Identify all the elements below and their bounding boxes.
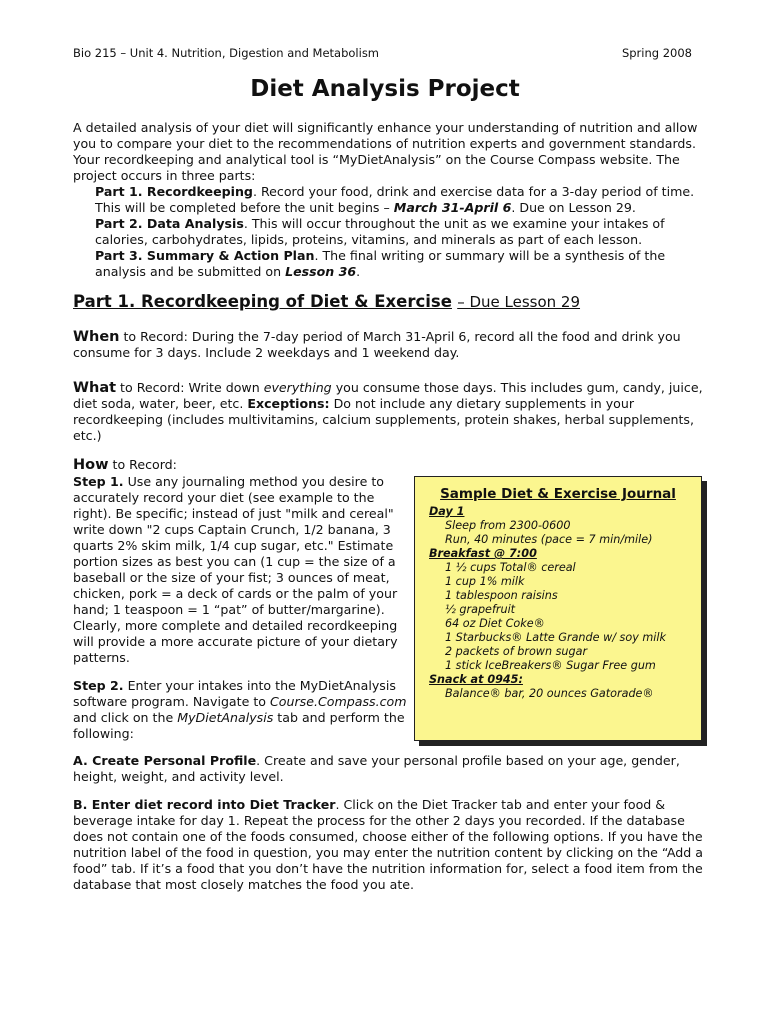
step-2-text-c: tab and perform the following: bbox=[73, 710, 405, 741]
step-2-label: Step 2. bbox=[73, 678, 124, 693]
what-emphasis: everything bbox=[263, 380, 332, 395]
part-2-text: . This will occur throughout the unit as we examine your intakes of calories, carbohydrates, lipids, proteins, vitamins, and minerals as part of each lesson. bbox=[95, 216, 665, 247]
journal-day-item: Sleep from 2300-0600 bbox=[445, 519, 571, 532]
step-a-label: A. Create Personal Profile bbox=[73, 753, 257, 768]
step-2-paragraph bbox=[73, 678, 408, 742]
section-1-heading bbox=[73, 292, 580, 311]
part-3-end: . bbox=[356, 264, 361, 279]
exceptions-label: Exceptions: bbox=[247, 396, 330, 411]
step-1-paragraph bbox=[73, 474, 408, 666]
journal-breakfast-item: 64 oz Diet Coke® bbox=[445, 617, 545, 630]
step-b-paragraph bbox=[73, 797, 713, 893]
part-1-item bbox=[95, 184, 705, 216]
journal-body bbox=[415, 505, 701, 701]
when-text: to Record: During the 7-day period of March 31-April 6, record all the food and drink you consume for 3 days. Include 2 weekdays and 1 weekend day. bbox=[73, 329, 681, 360]
parts-list bbox=[95, 184, 705, 280]
journal-snack-item: Balance® bar, 20 ounces Gatorade® bbox=[445, 687, 654, 700]
part-2-item bbox=[95, 216, 705, 248]
part-2-label: Part 2. Data Analysis bbox=[95, 216, 244, 231]
step-1-text: Use any journaling method you desire to accurately record your diet (see example to the right). Be specific; instead of just "milk and cereal" write down "2 cups Captain Crunch, 1/2 banana, 3 quarts 2% skim milk, 1/4 cup sugar, etc." Estimate portion sizes as best you can (1 cup = the size of a baseball or the size of your fist; 3 ounces of meat, chicken, pork = a deck of cards or the palm of your hand; 1 teaspoon = 1 “pat” of butter/margarine). Clearly, more complete and detailed recordkeeping will provide a more accurate picture of your dietary patterns. bbox=[73, 474, 398, 665]
when-paragraph bbox=[73, 329, 713, 361]
when-label: When bbox=[73, 329, 120, 345]
what-paragraph bbox=[73, 380, 713, 444]
journal-breakfast-item: 1 ½ cups Total® cereal bbox=[445, 561, 576, 574]
journal-snack-heading: Snack at 0945: bbox=[429, 673, 523, 686]
intro-text: A detailed analysis of your diet will significantly enhance your understanding of nutrition and allow you to compare your diet to the recommendations of nutrition experts and government standards. Your recordkeeping and analytical tool is “MyDietAnalysis” on the Course Compass website. The project occurs in three parts: bbox=[73, 120, 698, 183]
part-3-item bbox=[95, 248, 705, 280]
journal-breakfast-item: 1 tablespoon raisins bbox=[445, 589, 558, 602]
what-text-c: Do not include any dietary supplements in your recordkeeping (includes multivitamins, calcium supplements, protein shakes, herbal supplements, etc.) bbox=[73, 396, 694, 443]
journal-title: Sample Diet & Exercise Journal bbox=[440, 486, 676, 502]
how-heading bbox=[73, 457, 408, 473]
course-compass-site: Course.Compass.com bbox=[270, 694, 407, 709]
step-a-paragraph bbox=[73, 753, 713, 785]
intro-paragraph bbox=[73, 120, 713, 184]
what-text-b: you consume those days. This includes gum, candy, juice, diet soda, water, beer, etc. bbox=[73, 380, 703, 411]
journal-breakfast-heading: Breakfast @ 7:00 bbox=[429, 547, 537, 560]
step-2-text-a: Enter your intakes into the MyDietAnalysis software program. Navigate to bbox=[73, 678, 396, 709]
page-title: Diet Analysis Project bbox=[250, 76, 520, 102]
section-1-title: Part 1. Recordkeeping of Diet & Exercise bbox=[73, 292, 452, 311]
sample-journal-box bbox=[414, 476, 702, 741]
section-1-due: – Due Lesson 29 bbox=[457, 293, 581, 311]
part-3-label: Part 3. Summary & Action Plan bbox=[95, 248, 315, 263]
part-1-text: . Record your food, drink and exercise data for a 3-day period of time. This will be completed before the unit begins – bbox=[95, 184, 695, 215]
part-3-lesson: Lesson 36 bbox=[285, 264, 357, 279]
step-2-text-b: and click on the bbox=[73, 710, 178, 725]
step-1-label: Step 1. bbox=[73, 474, 124, 489]
step-a-text: . Create and save your personal profile based on your age, gender, height, weight, and activity level. bbox=[73, 753, 680, 784]
part-1-due: . Due on Lesson 29. bbox=[511, 200, 636, 215]
journal-day-heading: Day 1 bbox=[429, 505, 465, 518]
journal-breakfast-item: 1 stick IceBreakers® Sugar Free gum bbox=[445, 659, 656, 672]
how-text: to Record: bbox=[108, 457, 177, 472]
step-b-label: B. Enter diet record into Diet Tracker bbox=[73, 797, 336, 812]
how-label: How bbox=[73, 457, 109, 473]
step-b-text: . Click on the Diet Tracker tab and enter your food & beverage intake for day 1. Repeat the process for the other 2 days you recorded. If the database does not contain one of the foods consumed, choose either of the following options. If you have the nutrition label of the food in question, you may enter the nutrition content by clicking on the “Add a food” tab. If it’s a food that you don’t have the nutrition information for, select a food item from the database that most closely matches the food you ate. bbox=[73, 797, 703, 892]
mydietanalysis-tab-name: MyDietAnalysis bbox=[177, 710, 274, 725]
journal-breakfast-item: ½ grapefruit bbox=[445, 603, 516, 616]
journal-breakfast-item: 1 Starbucks® Latte Grande w/ soy milk bbox=[445, 631, 666, 644]
journal-day-item: Run, 40 minutes (pace = 7 min/mile) bbox=[445, 533, 653, 546]
what-text-a: to Record: Write down bbox=[116, 380, 264, 395]
what-label: What bbox=[73, 380, 117, 396]
journal-breakfast-item: 2 packets of brown sugar bbox=[445, 645, 588, 658]
term-header: Spring 2008 bbox=[621, 46, 692, 60]
part-1-label: Part 1. Recordkeeping bbox=[95, 184, 253, 199]
part-3-text: . The final writing or summary will be a synthesis of the analysis and be submitted on bbox=[95, 248, 666, 279]
journal-breakfast-item: 1 cup 1% milk bbox=[445, 575, 525, 588]
part-1-date: March 31-April 6 bbox=[393, 200, 512, 215]
course-header: Bio 215 – Unit 4. Nutrition, Digestion and Metabolism bbox=[73, 46, 380, 60]
